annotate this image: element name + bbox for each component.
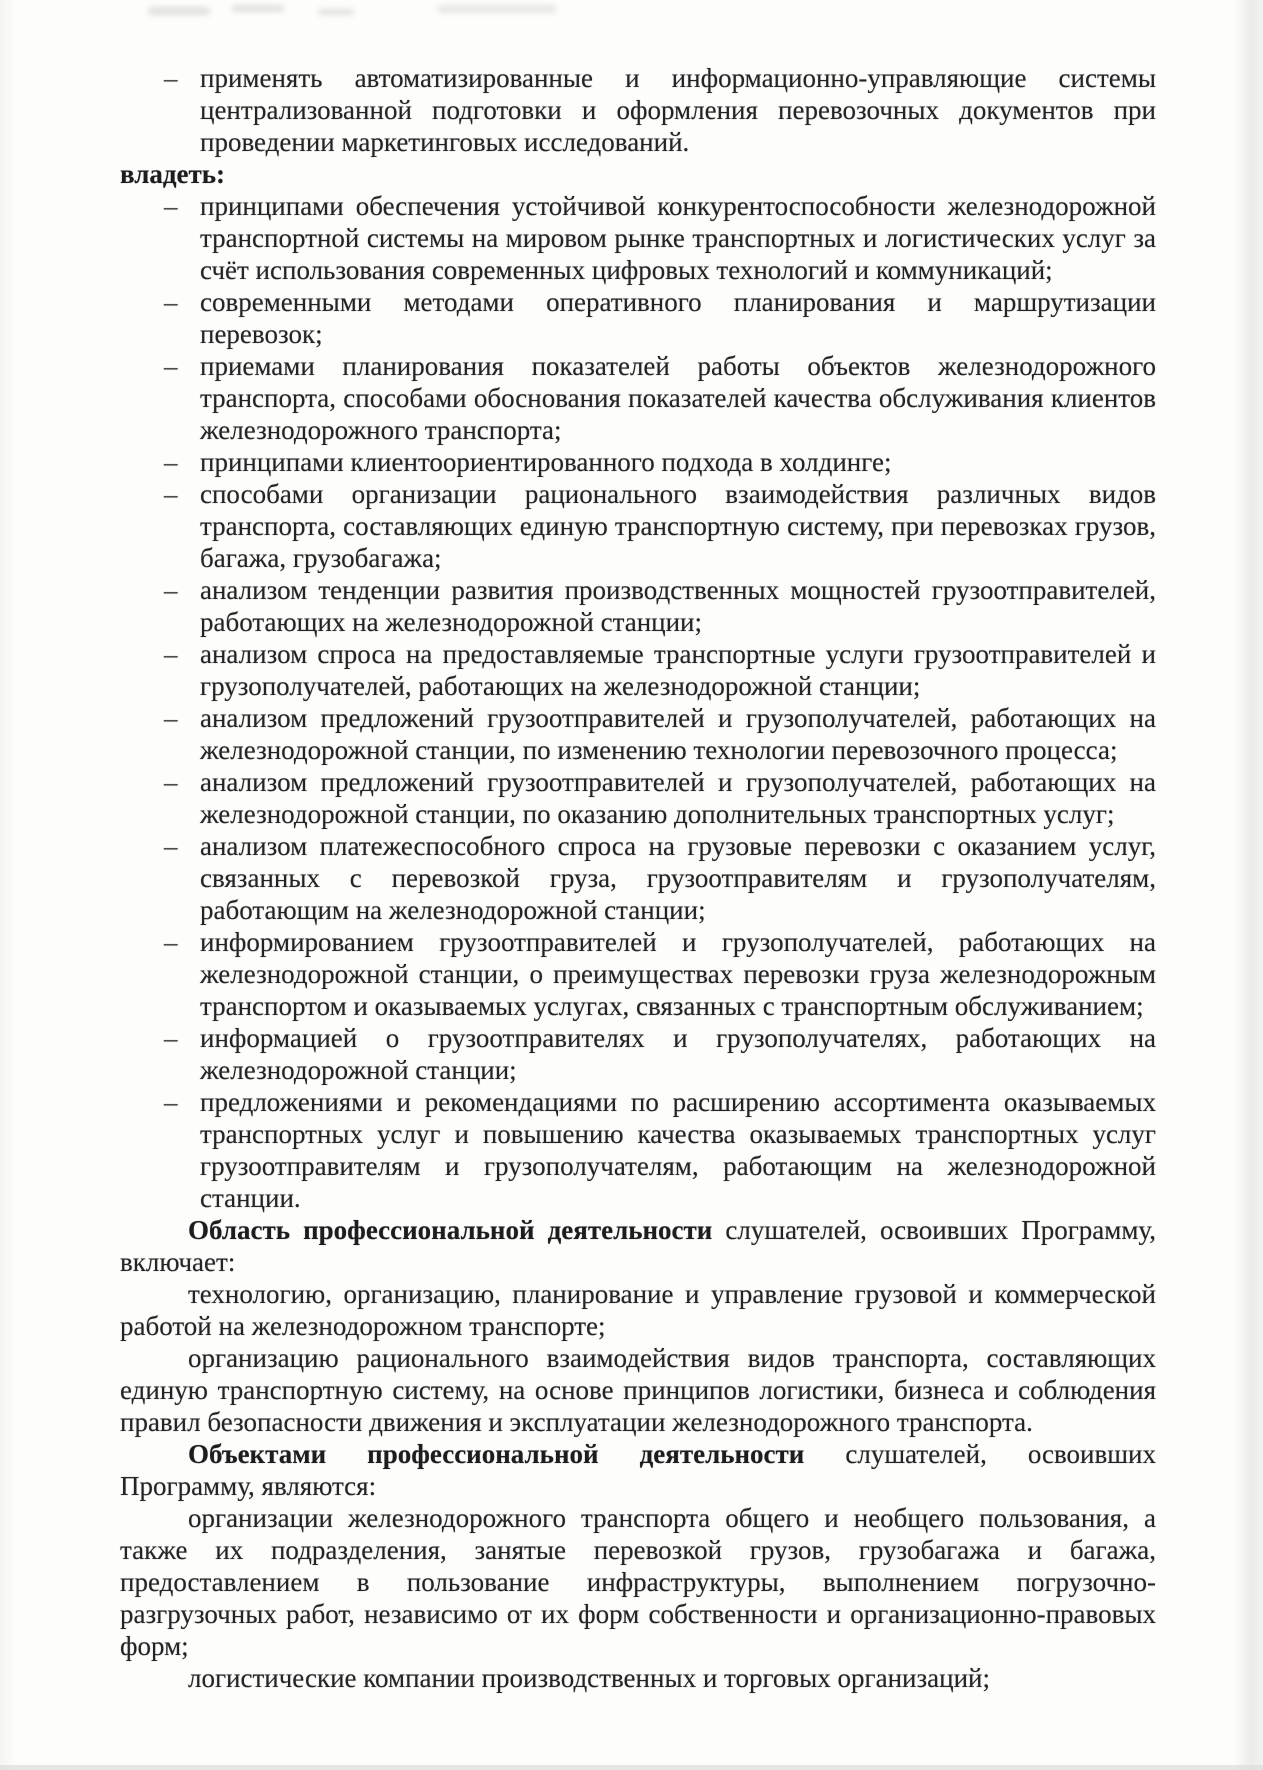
list-item-text: информированием грузоотправителей и грузополучателей, работающих на железнодорожной станции, о преимуществах перевозки груза железнодорожным транспортом и оказываемых услугах, связанных с транспортным обслуживанием; — [200, 927, 1156, 1021]
list-item — [120, 190, 1156, 286]
list-item-text: анализом предложений грузоотправителей и грузополучателей, работающих на железнодорожной станции, по оказанию дополнительных транспортных услуг; — [200, 767, 1156, 829]
bullet-dash: – — [164, 575, 178, 605]
paragraph-logisticheskie: логистические компании производственных и торговых организаций; — [188, 1663, 990, 1693]
bullet-dash: – — [164, 1023, 178, 1053]
list-item-text: предложениями и рекомендациями по расширению ассортимента оказываемых транспортных услуг и повышению качества оказываемых транспортных услуг грузоотправителям и грузополучателям, работающим на железнодорожной станции. — [200, 1087, 1156, 1213]
bullet-dash: – — [164, 1087, 178, 1117]
scan-smudge — [148, 7, 210, 15]
list-item — [120, 446, 1156, 478]
bullet-dash: – — [164, 927, 178, 957]
list-item-text: анализом спроса на предоставляемые транспортные услуги грузоотправителей и грузополучателей, работающих на железнодорожной станции; — [200, 639, 1156, 701]
paragraph-text: слушателей, освоивших Программу, являются: — [120, 1439, 1156, 1501]
bullet-dash: – — [164, 63, 178, 93]
paragraph-org-vzaimodeystviya: организацию рационального взаимодействия видов транспорта, составляющих единую транспортную систему, на основе принципов логистики, бизнеса и соблюдения правил безопасности движения и эксплуатации железнодорожного транспорта. — [120, 1343, 1156, 1437]
bullet-dash: – — [164, 767, 178, 797]
list-item — [120, 62, 1156, 158]
list-item-text: применять автоматизированные и информационно-управляющие системы централизованной подготовки и оформления перевозочных документов при проведении маркетинговых исследований. — [200, 63, 1156, 157]
bullet-dash: – — [164, 479, 178, 509]
bullet-dash: – — [164, 287, 178, 317]
list-item-text: анализом тенденции развития производственных мощностей грузоотправителей, работающих на железнодорожной станции; — [200, 575, 1156, 637]
list-item — [120, 1086, 1156, 1214]
bullet-dash: – — [164, 639, 178, 669]
list-item-text: принципами обеспечения устойчивой конкурентоспособности железнодорожной транспортной системы на мировом рынке транспортных и логистических услуг за счёт использования современных цифровых технологий и коммуникаций; — [200, 191, 1156, 285]
list-item-text: принципами клиентоориентированного подхода в холдинге; — [200, 447, 892, 477]
bullet-dash: – — [164, 191, 178, 221]
paragraph-oblast — [120, 1214, 1156, 1278]
bold-run: Область профессиональной деятельности — [188, 1215, 713, 1245]
list-item-text: современными методами оперативного планирования и маршрутизации перевозок; — [200, 287, 1156, 349]
scan-smudge — [438, 5, 556, 13]
list-item — [120, 830, 1156, 926]
list-item — [120, 766, 1156, 830]
bullet-dash: – — [164, 703, 178, 733]
list-item-text: анализом платежеспособного спроса на грузовые перевозки с оказанием услуг, связанных с перевозкой груза, грузоотправителям и грузополучателям, работающим на железнодорожной станции; — [200, 831, 1156, 925]
bullet-dash: – — [164, 351, 178, 381]
list-item — [120, 286, 1156, 350]
list-item-text: информацией о грузоотправителях и грузополучателях, работающих на железнодорожной станции; — [200, 1023, 1156, 1085]
paragraph-text: слушателей, освоивших Программу, включает: — [120, 1215, 1156, 1277]
list-item-text: приемами планирования показателей работы объектов железнодорожного транспорта, способами обоснования показателей качества обслуживания клиентов железнодорожного транспорта; — [200, 351, 1156, 445]
paragraph-technology: технологию, организацию, планирование и управление грузовой и коммерческой работой на железнодорожном транспорте; — [120, 1279, 1156, 1341]
list-item — [120, 478, 1156, 574]
list-item-text: способами организации рационального взаимодействия различных видов транспорта, составляющих единую транспортную систему, при перевозках грузов, багажа, грузобагажа; — [200, 479, 1156, 573]
scan-smudge — [318, 9, 354, 15]
bullet-dash: – — [164, 447, 178, 477]
list-item — [120, 574, 1156, 638]
list-item — [120, 1022, 1156, 1086]
scan-smudge — [232, 5, 284, 12]
list-item — [120, 350, 1156, 446]
list-item — [120, 702, 1156, 766]
paragraph-obekty — [120, 1438, 1156, 1502]
bullet-dash: – — [164, 831, 178, 861]
section-heading-vladet: владеть: — [120, 159, 226, 189]
bold-run: Объектами профессиональной деятельности — [188, 1439, 805, 1469]
list-item — [120, 638, 1156, 702]
list-item — [120, 926, 1156, 1022]
document-content — [120, 62, 1156, 1694]
list-item-text: анализом предложений грузоотправителей и грузополучателей, работающих на железнодорожной станции, по изменению технологии перевозочного процесса; — [200, 703, 1156, 765]
scan-bottom-edge — [0, 1765, 1263, 1770]
paragraph-organizatsii-jd: организации железнодорожного транспорта общего и необщего пользования, а также их подразделения, занятые перевозкой грузов, грузобагажа и багажа, предоставлением в пользование инфраструктуры, выполнением погрузочно-разгрузочных работ, независимо от их форм собственности и организационно-правовых форм; — [120, 1503, 1156, 1661]
